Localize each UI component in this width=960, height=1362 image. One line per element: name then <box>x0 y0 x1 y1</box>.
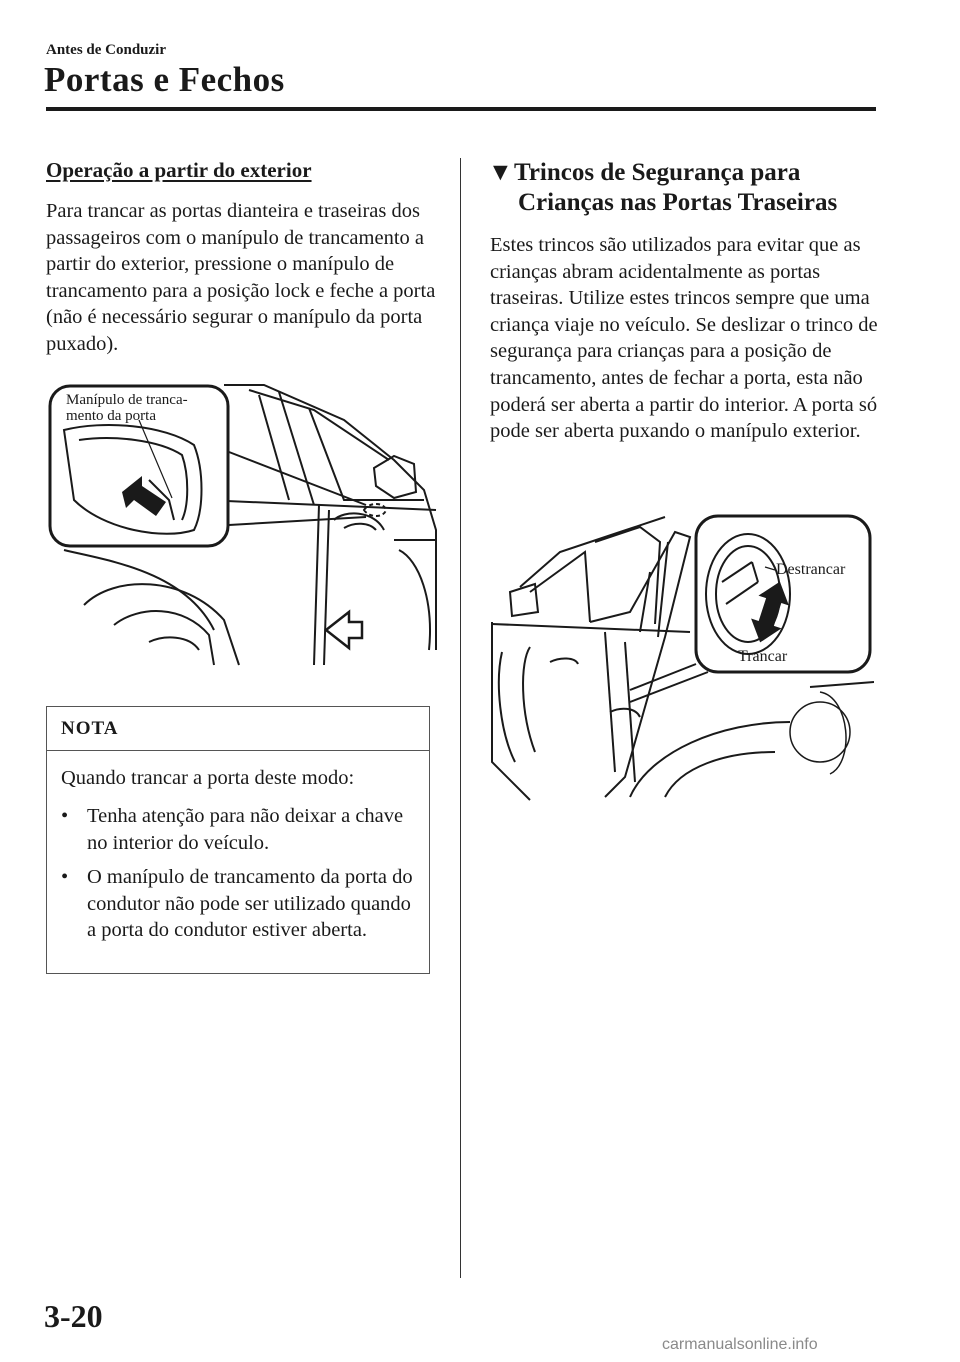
page-title: Portas e Fechos <box>44 60 285 99</box>
left-subheading: Operação a partir do exterior <box>46 158 312 182</box>
note-header <box>47 707 429 751</box>
note-heading: NOTA <box>61 718 119 739</box>
left-paragraph: Para trancar as portas dianteira e traseiras dos passageiros com o manípulo de trancamento a partir do exterior, pressione o manípulo de trancamento para a posição lock e feche a porta (não é necessário segurar o manípulo da porta puxado). <box>46 200 436 355</box>
right-heading <box>488 158 888 218</box>
bullet: • <box>61 866 69 889</box>
title-rule <box>46 107 876 111</box>
lock-knob-callout-line2: mento da porta <box>66 408 156 424</box>
right-paragraph: Estes trincos são utilizados para evitar que as crianças abram acidentalmente as portas traseiras. Utilize estes trincos sempre que uma criança viaje no veículo. Se deslizar o trinco de segurança para crianças para a posição de trancamento, antes de fechar a porta, esta não poderá ser aberta a partir do interior. A porta só pode ser aberta puxando o manípulo exterior. <box>490 234 878 443</box>
triangle-marker-icon: ▼ <box>488 159 513 186</box>
page-number: 3-20 <box>44 1298 103 1334</box>
unlock-label: Destrancar <box>776 561 846 578</box>
child-lock-illustration <box>490 512 874 802</box>
right-heading-line1: Trincos de Segurança para <box>514 159 801 186</box>
watermark: carmanualsonline.info <box>662 1336 818 1353</box>
note-item-text: Tenha atenção para não deixar a chave no interior do veículo. <box>87 805 404 854</box>
lock-label: Trancar <box>738 648 788 665</box>
note-list <box>61 803 421 952</box>
lock-knob-callout <box>66 392 188 424</box>
list-item <box>61 803 421 856</box>
column-divider <box>460 158 461 1278</box>
note-intro: Quando trancar a porta deste modo: <box>61 767 355 789</box>
note-item-text: O manípulo de trancamento da porta do condutor não pode ser utilizado quando a porta do condutor estiver aberta. <box>87 866 413 942</box>
lock-knob-callout-line1: Manípulo de tranca- <box>66 392 188 408</box>
right-heading-line2: Crianças nas Portas Traseiras <box>518 189 838 216</box>
list-item <box>61 864 421 944</box>
section-label: Antes de Conduzir <box>46 42 167 58</box>
note-box <box>46 706 430 974</box>
bullet: • <box>61 805 69 827</box>
